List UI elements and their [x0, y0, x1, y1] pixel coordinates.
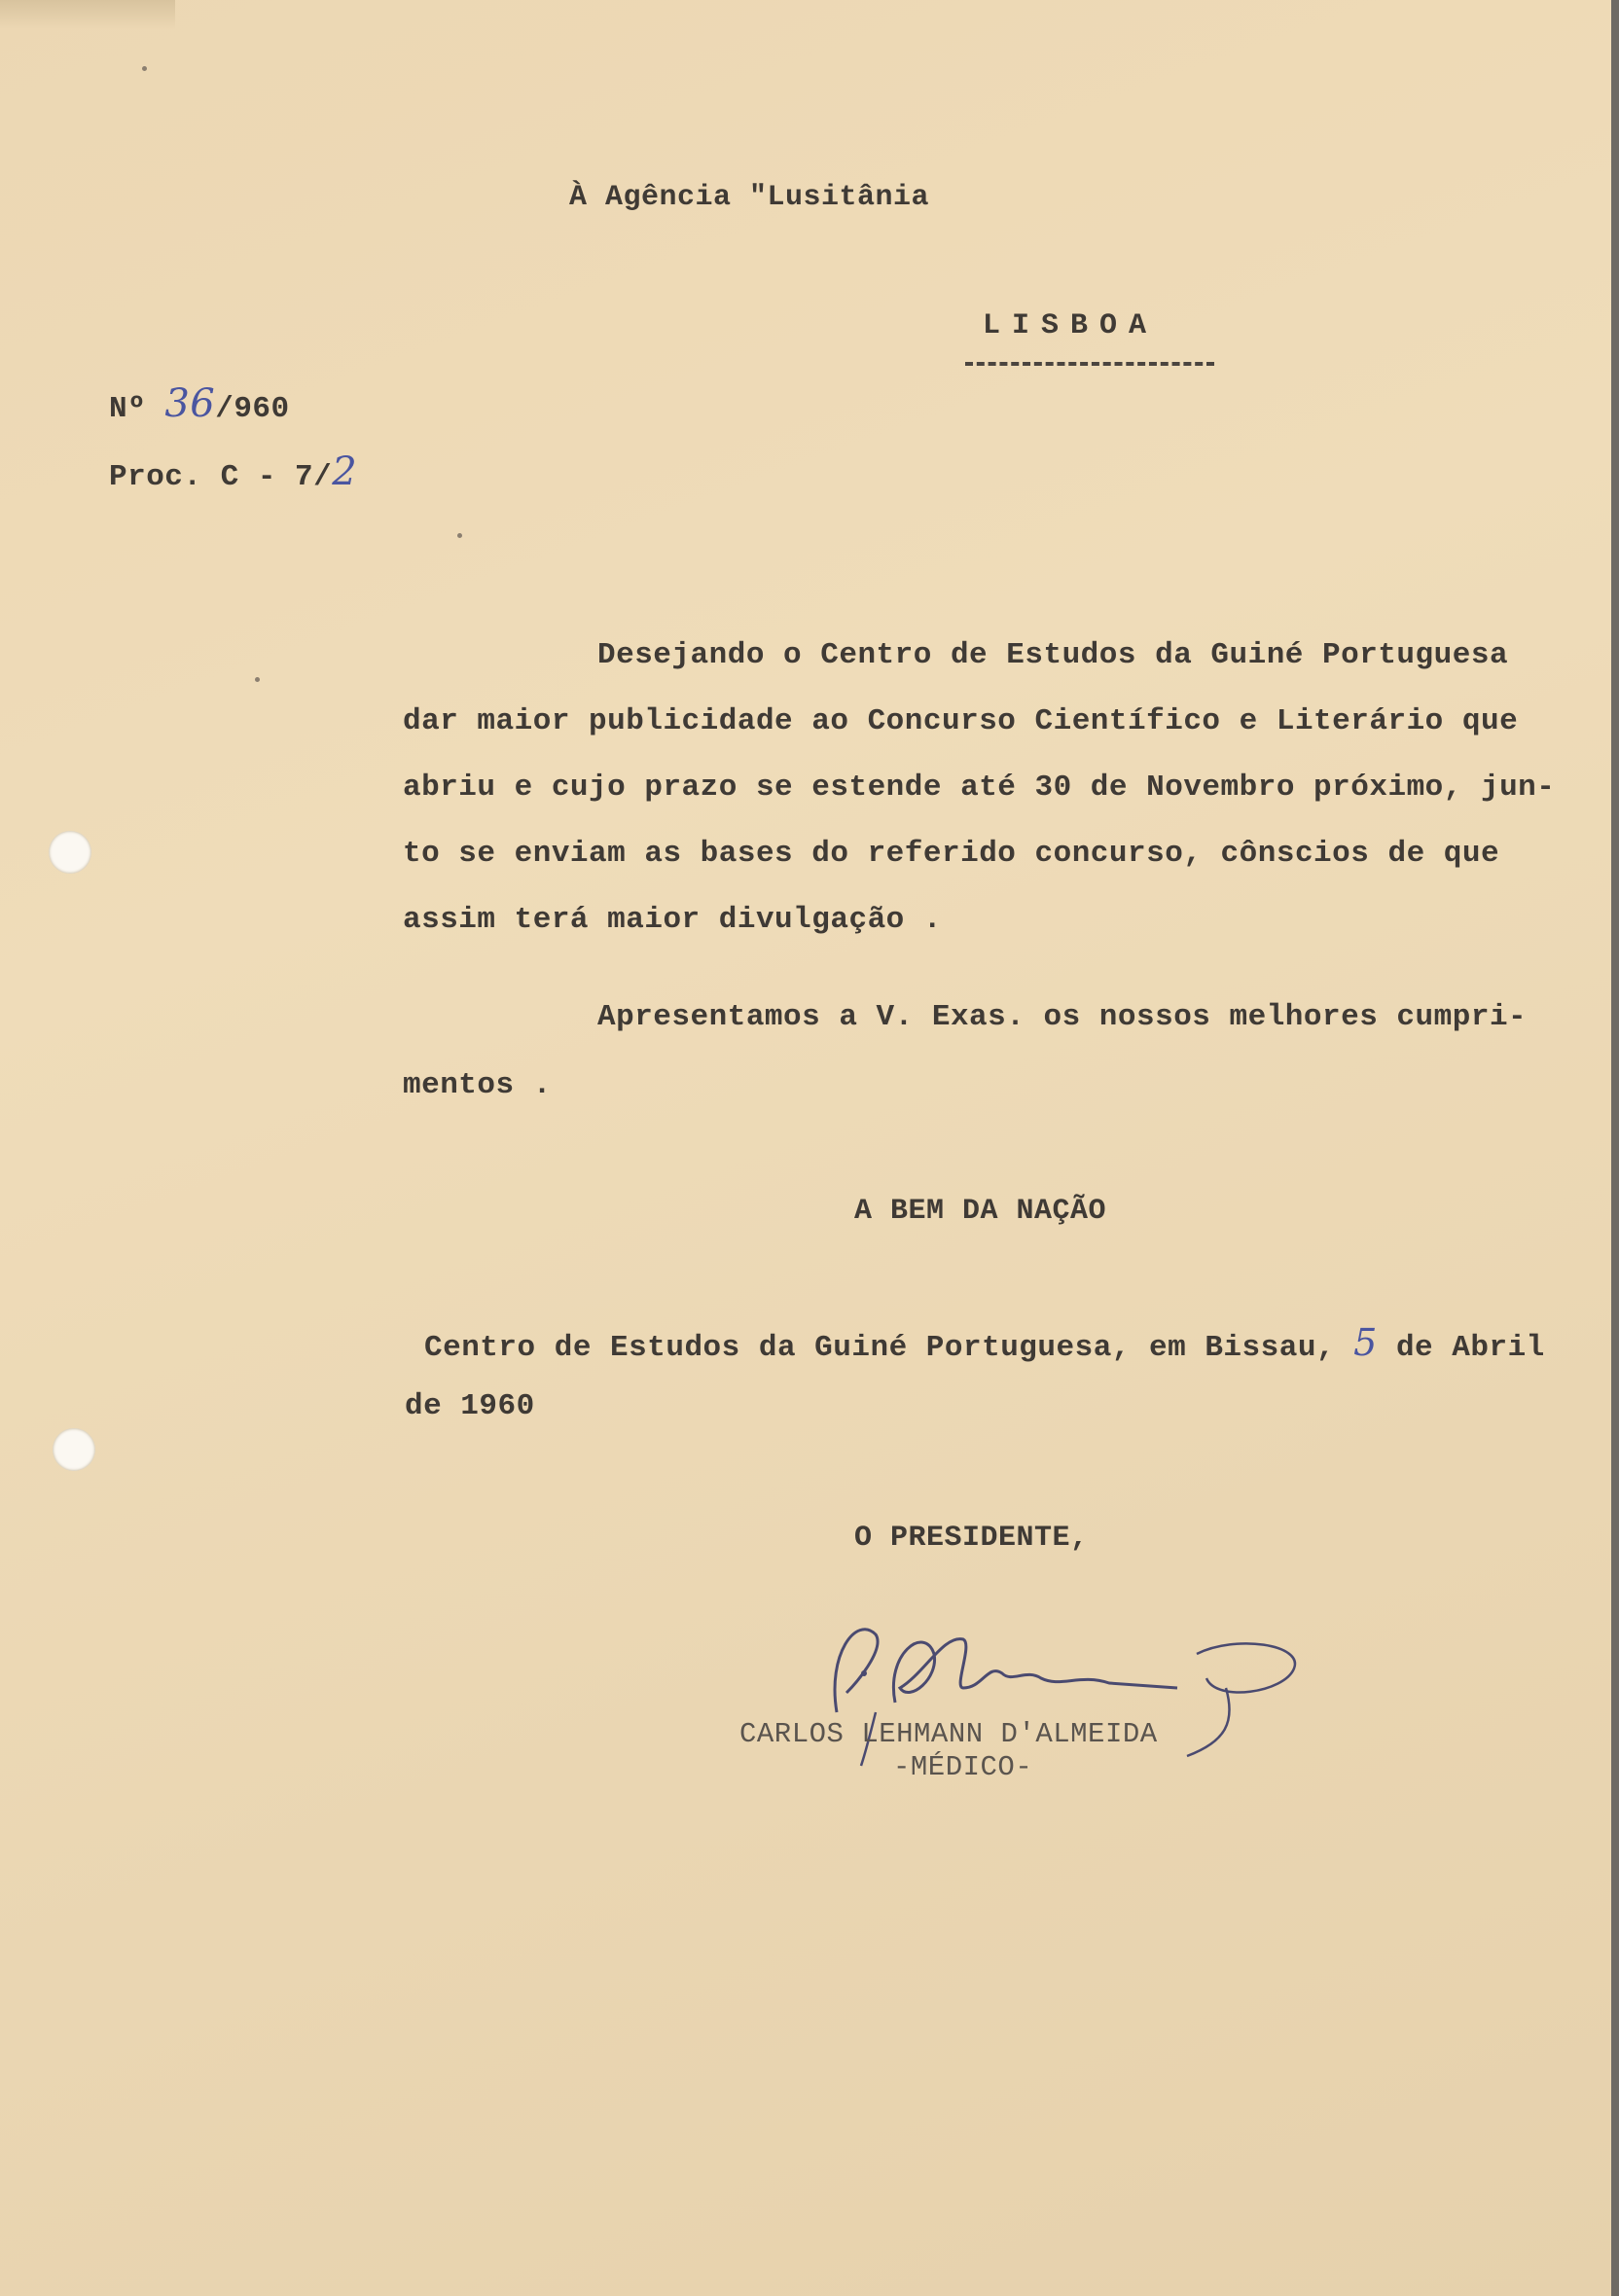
- place-date-line: [424, 1321, 1545, 1365]
- reference-number-prefix: Nº: [109, 392, 165, 426]
- place-date-month: de Abril: [1377, 1331, 1545, 1365]
- motto: A BEM DA NAÇÃO: [854, 1195, 1107, 1228]
- body-line: assim terá maior divulgação .: [403, 903, 942, 937]
- process-handwritten: 2: [332, 449, 358, 494]
- reference-number-suffix: /960: [215, 392, 290, 426]
- reference-number: [109, 381, 290, 426]
- process-reference: [109, 449, 357, 494]
- place-date-text: Centro de Estudos da Guiné Portuguesa, em Bissau,: [424, 1331, 1354, 1365]
- process-prefix: Proc. C - 7/: [109, 460, 333, 494]
- punch-hole: [49, 831, 91, 874]
- body-line: to se enviam as bases do referido concurso, cônscios de que: [403, 837, 1500, 871]
- paper-speck: [255, 677, 260, 682]
- closing-title: O PRESIDENTE,: [854, 1522, 1089, 1555]
- paper-speck: [142, 66, 147, 71]
- body-line: abriu e cujo prazo se estende até 30 de Novembro próximo, jun-: [403, 771, 1556, 805]
- reference-number-handwritten: 36: [164, 381, 216, 426]
- place-date-year: de 1960: [405, 1389, 535, 1423]
- city-heading: LISBOA: [983, 309, 1159, 342]
- paper-speck: [457, 533, 462, 538]
- body-line: dar maior publicidade ao Concurso Científico e Literário que: [403, 704, 1519, 738]
- city-underline: [965, 362, 1214, 366]
- addressee: À Agência "Lusitânia: [569, 181, 930, 214]
- signatory-title: -MÉDICO-: [893, 1751, 1033, 1783]
- signatory-name: CARLOS LEHMANN D'ALMEIDA: [739, 1718, 1158, 1750]
- courtesy-line: Apresentamos a V. Exas. os nossos melhores cumpri-: [597, 1000, 1528, 1034]
- courtesy-line: mentos .: [403, 1068, 552, 1102]
- body-line: Desejando o Centro de Estudos da Guiné Portuguesa: [597, 638, 1509, 672]
- punch-hole: [53, 1428, 95, 1471]
- handwritten-day: 5: [1353, 1321, 1378, 1364]
